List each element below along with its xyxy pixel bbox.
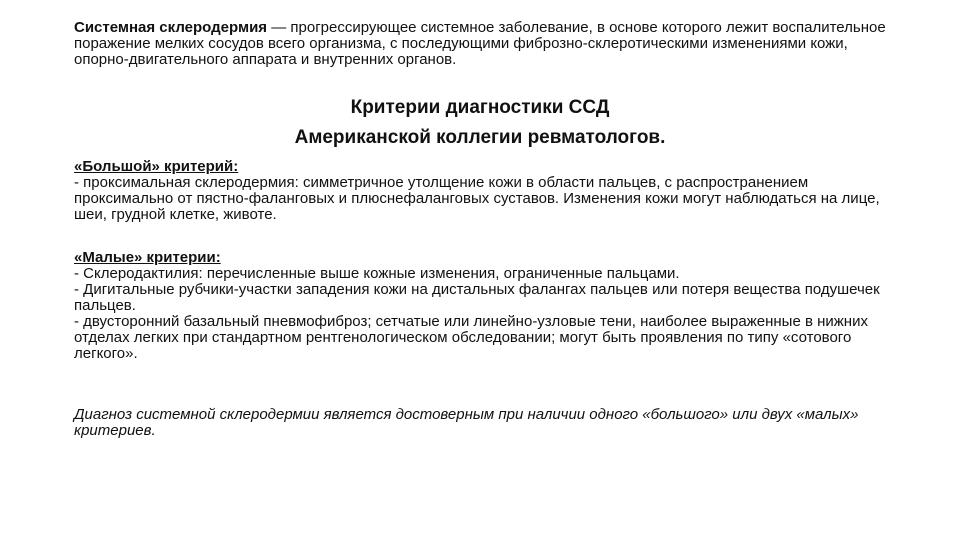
- minor-criteria-item: - Склеродактилия: перечисленные выше кожные изменения, ограниченные пальцами.: [74, 265, 680, 282]
- major-criterion-title: «Большой» критерий:: [74, 158, 239, 175]
- criteria-heading-line2: Американской коллегии ревматологов.: [294, 127, 666, 148]
- diagnosis-conclusion: Диагноз системной склеродермии является достоверным при наличии одного «большого» или двух «малых» критериев.: [74, 406, 859, 439]
- intro-paragraph: [74, 20, 904, 68]
- minor-criteria-section: [74, 250, 904, 362]
- major-criterion-section: [74, 159, 904, 223]
- intro-text: — прогрессирующее системное заболевание, в основе которого лежит воспалительное поражение мелких сосудов всего организма, с последующими фиброзно-склеротическими изменениями кожи, опорно-двигательного аппарата и внутренних органов.: [74, 19, 886, 68]
- major-criterion-item: - проксимальная склеродермия: симметричное утолщение кожи в области пальцев, с распространением проксимально от пястно-фаланговых и плюснефаланговых суставов. Изменения кожи могут наблюдаться на лице, шеи, грудной клетке, животе.: [74, 174, 880, 223]
- criteria-heading-line1: Критерии диагностики ССД: [350, 97, 610, 118]
- intro-term: Системная склеродермия: [74, 19, 268, 36]
- minor-criteria-title: «Малые» критерии:: [74, 249, 221, 266]
- minor-criteria-item: - Дигитальные рубчики-участки западения кожи на дистальных фалангах пальцев или потеря вещества подушечек пальцев.: [74, 281, 880, 314]
- minor-criteria-item: - двусторонний базальный пневмофиброз; сетчатые или линейно-узловые тени, наиболее выраженные в нижних отделах легких при стандартном рентгенологическом обследовании; могут быть проявления по типу «сотового легкого».: [74, 313, 868, 362]
